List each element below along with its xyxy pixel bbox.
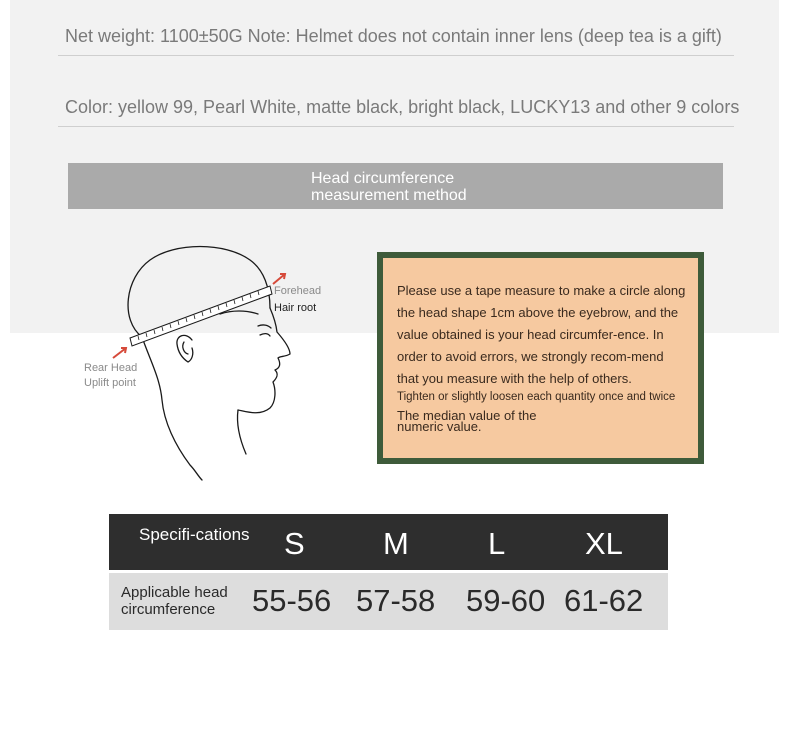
- color-text: Color: yellow 99, Pearl White, matte black, bright black, LUCKY13 and other 9 colors: [65, 97, 740, 117]
- instructions-sub-text: Tighten or slightly loosen each quantity once and twice: [397, 391, 676, 403]
- specifications-header: Specifi-cations: [139, 525, 250, 544]
- forehead-arrow-icon: [273, 274, 285, 284]
- net-weight-text: Net weight: 1100±50G Note: Helmet does not contain inner lens (deep tea is a gift): [65, 26, 722, 46]
- instructions-median-text: The median value of the numeric value.: [397, 408, 537, 434]
- color-line: [58, 97, 740, 127]
- size-l-range: 59-60: [466, 583, 546, 618]
- uplift-point-label: Uplift point: [84, 377, 136, 389]
- size-s-header: S: [284, 526, 305, 561]
- size-table-header-row: [109, 514, 668, 570]
- size-table-body-row: [109, 573, 668, 630]
- net-weight-line: [58, 26, 734, 56]
- hair-root-label: Hair root: [274, 302, 317, 314]
- size-table: [109, 514, 668, 630]
- instructions-main-text: Please use a tape measure to make a circle along the head shape 1cm above the eyebrow, and the value obtained is your head circumfer-ence. In order to avoid errors, we strongly recom-mend that you measure with the help of others.: [397, 283, 686, 386]
- measurement-method-banner: [68, 163, 723, 209]
- size-xl-range: 61-62: [564, 583, 644, 618]
- rear-head-arrow-icon: [113, 348, 126, 358]
- head-circumference-label: [121, 584, 241, 618]
- method-title-line2: measurement method: [311, 187, 467, 204]
- size-m-header: M: [383, 526, 409, 561]
- size-m-range: 57-58: [356, 583, 436, 618]
- head-circumference-label-text: Applicable head circumference: [121, 584, 228, 618]
- instructions-box: [377, 252, 704, 464]
- size-l-header: L: [488, 526, 506, 561]
- rear-head-label: Rear Head: [84, 362, 138, 374]
- size-s-range: 55-56: [252, 583, 332, 618]
- instructions-panel: [383, 258, 698, 458]
- forehead-label: Forehead: [274, 285, 322, 297]
- size-xl-header: XL: [585, 526, 623, 561]
- method-title-line1: Head circumference: [311, 170, 455, 187]
